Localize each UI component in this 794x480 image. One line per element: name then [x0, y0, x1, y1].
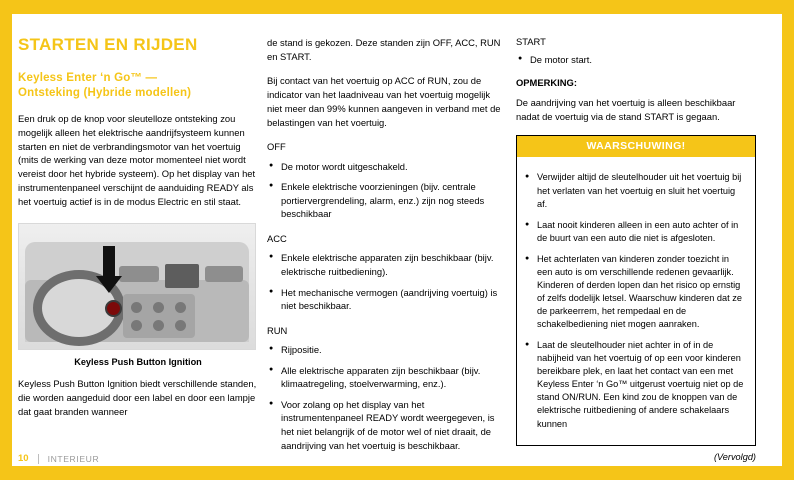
- continued-note: (Vervolgd): [713, 451, 756, 462]
- section-heading-off: OFF: [267, 141, 286, 153]
- callout-arrow-stem: [103, 246, 115, 278]
- list-item: ● Laat nooit kinderen alleen in een auto achter of in de buurt van een auto die niet is afgesloten.: [523, 219, 746, 245]
- middle-intro-paragraph: de stand is gekozen. Deze standen zijn OFF, ACC, RUN en START.: [267, 37, 501, 62]
- ignition-figure: [18, 223, 256, 350]
- console-knob-5: [153, 320, 164, 331]
- center-console: [123, 294, 195, 338]
- page-border-left: [0, 0, 12, 480]
- push-button-start-icon: [105, 300, 122, 317]
- console-knob-3: [175, 302, 186, 313]
- footer-section-label: INTERIEUR: [47, 453, 100, 464]
- warning-box: [516, 135, 756, 445]
- column-right: [516, 14, 756, 462]
- console-knob-6: [175, 320, 186, 331]
- list-item: ● Het achterlaten van kinderen zonder toezicht in een auto is om verschillende redenen gevaarlijk. Kinderen of derden lopen dan het risico op ernstig of zelfs dodelijk letsel. Waarschuw kinderen dat ze de parkeerrem, het rempedaal en de schakelbediening niet mogen aanraken.: [523, 253, 746, 331]
- list-item: ● Voor zolang op het display van het instrumentenpaneel READY wordt weergegeven, is het niet belangrijk of de motor wel of niet draait, de aandrijving van het voertuig is beschikbaar.: [267, 398, 507, 453]
- infotainment-screen: [165, 264, 199, 288]
- page-border-top: [0, 0, 794, 14]
- list-item: ● Het mechanische vermogen (aandrijving voertuig) is niet beschikbaar.: [267, 286, 507, 313]
- air-vent-left-icon: [119, 266, 159, 282]
- warning-body: [517, 157, 755, 444]
- section-heading-acc: ACC: [267, 233, 287, 245]
- note-text: De aandrijving van het voertuig is alleen beschikbaar nadat de voertuig via de stand START is gegaan.: [516, 96, 736, 122]
- list-start: [516, 53, 756, 67]
- section-subtitle: [18, 71, 258, 102]
- list-run: [267, 343, 507, 452]
- closing-paragraph: Keyless Push Button Ignition biedt verschillende standen, die worden aangeduid door een label en door een lampje dat gaat branden wanneer: [18, 378, 257, 417]
- console-knob-2: [153, 302, 164, 313]
- section-subtitle-line1: Keyless Enter ‘n Go™ —: [18, 71, 158, 84]
- list-off: [267, 160, 507, 222]
- footer-divider: [38, 454, 39, 464]
- page-border-bottom: [0, 466, 794, 480]
- intro-paragraph: Een druk op de knop voor sleutelloze ontsteking zou mogelijk alleen het elektrische aandrijfsysteem kunnen starten en niet de verbrandingsmotor van het voertuig (mits de werking van deze motor momenteel niet wordt vereist door het hybride systeem). Op het display van het instrumentenpaneel verschijnt de aanduiding READY als het voertuig actief is in de modus Electric en stil staat.: [18, 112, 256, 208]
- section-heading-run: RUN: [267, 324, 288, 336]
- list-item: ● De motor start.: [516, 53, 756, 67]
- list-item: ● Rijpositie.: [267, 343, 507, 357]
- list-item: ● Laat de sleutelhouder niet achter in of in de nabijheid van het voertuig of op een voor kinderen bereikbare plek, en laat het contact van een met Keyless Enter ‘n Go™ uitgerust voertuig niet op de stand ON/RUN. Een kind zou de knoppen van de elektrische ruitbediening of andere schakelaars kunnen: [523, 339, 746, 430]
- list-item: ● Alle elektrische apparaten zijn beschikbaar (bijv. klimaatregeling, stoelverwarming, enz.).: [267, 364, 507, 391]
- middle-second-paragraph: Bij contact van het voertuig op ACC of RUN, zou de indicator van het laadniveau van het voertuig mogelijk niet meer dan 99% kunnen aangeven in verband met de belastingen van het voertuig.: [267, 74, 501, 128]
- note-label: OPMERKING:: [516, 76, 577, 88]
- figure-caption: Keyless Push Button Ignition: [74, 357, 202, 368]
- page-content: [12, 14, 782, 466]
- list-item: ● De motor wordt uitgeschakeld.: [267, 160, 507, 174]
- page-number: 10: [18, 453, 29, 464]
- page-title: STARTEN EN RIJDEN: [18, 35, 198, 54]
- section-heading-start: START: [516, 36, 546, 47]
- page-footer: [18, 453, 99, 464]
- section-subtitle-line2: Ontsteking (Hybride modellen): [18, 87, 192, 100]
- page-border-right: [782, 0, 794, 480]
- warning-title: WAARSCHUWING!: [517, 136, 755, 157]
- column-middle: [267, 14, 507, 459]
- list-item: ● Verwijder altijd de sleutelhouder uit het voertuig bij het verlaten van het voertuig en sluit het voertuig af.: [523, 171, 746, 210]
- console-knob-1: [131, 302, 142, 313]
- column-left: [18, 14, 258, 419]
- air-vent-right-icon: [205, 266, 243, 282]
- list-item: ● Enkele elektrische voorzieningen (bijv. centrale portiervergrendeling, alarm, enz.) zijn nog steeds beschikbaar: [267, 180, 507, 221]
- list-item: ● Enkele elektrische apparaten zijn beschikbaar (bijv. elektrische ruitbediening).: [267, 251, 507, 278]
- callout-arrow-head: [96, 276, 122, 293]
- warning-list: [523, 171, 746, 430]
- list-acc: [267, 251, 507, 313]
- console-knob-4: [131, 320, 142, 331]
